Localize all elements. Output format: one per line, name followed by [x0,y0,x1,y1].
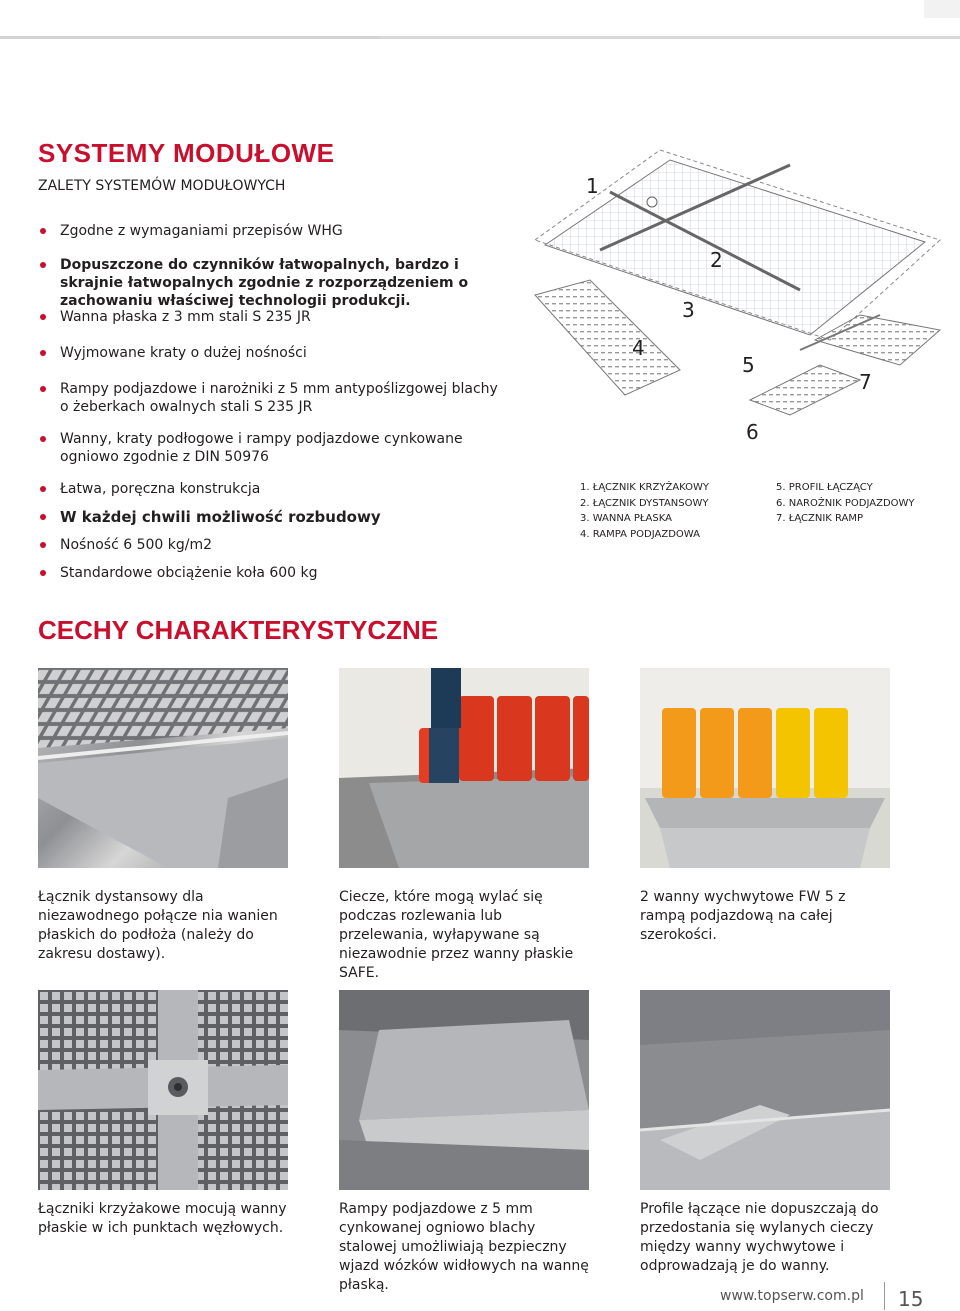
photo-cross-connector [38,990,288,1190]
photo-caption: Łączniki krzyżakowe mocują wanny płaskie w ich punktach węzłowych. [38,1201,287,1236]
photo-caption: Łącznik dystansowy dla niezawodnego połącze nia wanien płaskich do podłoża (należy do zakresu dostawy). [38,889,278,962]
diagram-label-1: 1 [586,174,599,198]
legend-item: 5. PROFIL ŁĄCZĄCY [776,482,873,493]
legend-item: 7. ŁĄCZNIK RAMP [776,513,864,524]
photo-caption: Profile łączące nie dopuszczają do przedostania się wylanych cieczy między wanny wychwytowe i odprowadzają je do wanny. [640,1201,879,1274]
diagram-label-7: 7 [859,370,872,394]
feature-item: Nośność 6 500 kg/m2 [38,536,528,554]
diagram-legend-right [776,480,915,527]
photo-ramp [339,990,589,1190]
legend-item: 2. ŁĄCZNIK DYSTANSOWY [580,497,709,509]
header-rule-accent [0,36,380,39]
section-title: CECHY CHARAKTERYSTYCZNE [38,615,439,645]
ramp-illustration [339,990,589,1190]
legend-item: 6. NAROŻNIK PODJAZDOWY [776,497,915,509]
features-list [38,222,528,582]
footer-url[interactable]: www.topserw.com.pl [720,1288,864,1304]
feature-item: W każdej chwili możliwość rozbudowy [38,508,528,526]
feature-item: Wyjmowane kraty o dużej nośności [38,344,528,362]
corner-tab [924,0,960,18]
feature-item: Dopuszczone do czynników łatwopalnych, bardzo i skrajnie łatwopalnych zgodnie z rozporządzeniem o zachowaniu właściwej technologii produkcji. [38,256,500,310]
photo-caption: Ciecze, które mogą wylać się podczas rozlewania lub przelewania, wyłapywane są niezawodnie przez wanny płaskie SAFE. [339,889,574,981]
photo-caption: Rampy podjazdowe z 5 mm cynkowanej ogniowo blachy stalowej umożliwiają bezpieczny wjazd wózków widłowych na wannę płaską. [339,1201,589,1293]
diagram-label-4: 4 [632,336,645,360]
page-number: 15 [898,1287,924,1311]
legend-item: 4. RAMPA PODJAZDOWA [580,528,700,540]
feature-item: Łatwa, poręczna konstrukcja [38,480,528,498]
photo-tubs-ramp [640,668,890,868]
barrels-illustration [339,668,589,868]
legend-item: 3. WANNA PŁASKA [580,513,672,524]
photo-connecting-profiles [640,990,890,1190]
page-title: SYSTEMY MODUŁOWE [38,138,335,168]
modular-system-diagram [530,140,950,460]
photo-spacer-connector [38,668,288,868]
footer-divider [884,1282,885,1310]
cross-connector-illustration [38,990,288,1190]
diagram-label-5: 5 [742,353,755,377]
ramp-shape [535,280,680,395]
legend-item: 1. ŁĄCZNIK KRZYŻAKOWY [580,482,710,493]
diagram-label-3: 3 [682,298,695,322]
photo-caption: 2 wanny wychwytowe FW 5 z rampą podjazdową na całej szerokości. [640,889,846,943]
profiles-illustration [640,990,890,1190]
feature-item: Rampy podjazdowe i narożniki z 5 mm antypoślizgowej blachy o żeberkach owalnych stali S 235 JR [38,380,510,416]
photo-barrels-filling [339,668,589,868]
feature-item: Wanna płaska z 3 mm stali S 235 JR [38,308,528,326]
feature-item: Standardowe obciążenie koła 600 kg [38,564,528,582]
corner-ramp-shape [750,365,860,415]
diagram-label-2: 2 [710,248,723,272]
feature-item: Zgodne z wymaganiami przepisów WHG [38,222,528,240]
tubs-ramp-illustration [640,668,890,868]
page-subtitle: ZALETY SYSTEMÓW MODUŁOWYCH [38,178,286,194]
diagram-legend-left [580,480,709,542]
grating-illustration [38,668,288,868]
diagram-label-6: 6 [746,420,759,444]
feature-item: Wanny, kraty podłogowe i rampy podjazdowe cynkowane ogniowo zgodnie z DIN 50976 [38,430,520,466]
